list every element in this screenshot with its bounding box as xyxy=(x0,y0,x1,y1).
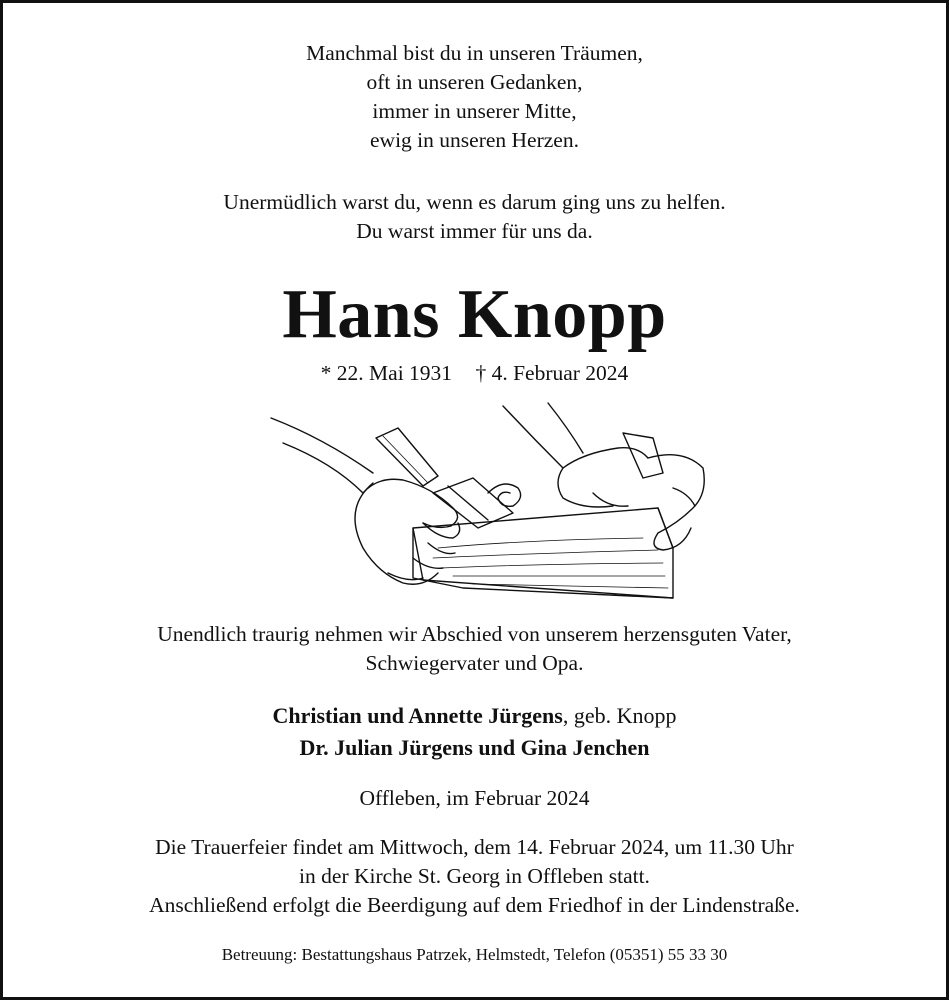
hands-with-wood-plane-icon xyxy=(263,398,713,608)
poem xyxy=(3,39,946,155)
service-line: in der Kirche St. Georg in Offleben statt. xyxy=(299,864,650,888)
poem-line: Manchmal bist du in unseren Träumen, xyxy=(306,41,643,65)
deceased-name: Hans Knopp xyxy=(282,276,667,353)
mourners xyxy=(3,700,946,764)
farewell-line: Schwiegervater und Opa. xyxy=(365,651,584,675)
tribute-line: Unermüdlich warst du, wenn es darum ging uns zu helfen. xyxy=(223,190,726,214)
death-date: † 4. Februar 2024 xyxy=(475,361,629,385)
place-and-date: Offleben, im Februar 2024 xyxy=(359,786,590,810)
life-dates xyxy=(3,359,946,387)
poem-line: ewig in unseren Herzen. xyxy=(370,128,579,152)
service-line: Anschließend erfolgt die Beerdigung auf dem Friedhof in der Lindenstraße. xyxy=(149,893,800,917)
mourners-names: Christian und Annette Jürgens xyxy=(272,703,563,728)
poem-line: oft in unseren Gedanken, xyxy=(366,70,583,94)
tribute-line: Du warst immer für uns da. xyxy=(356,219,593,243)
service-line: Die Trauerfeier findet am Mittwoch, dem 14. Februar 2024, um 11.30 Uhr xyxy=(155,835,794,859)
mourners-line xyxy=(3,732,946,764)
birth-date: * 22. Mai 1931 xyxy=(320,361,453,385)
funeral-home-footer: Betreuung: Bestattungshaus Patrzek, Helmstedt, Telefon (05351) 55 33 30 xyxy=(221,945,728,964)
tribute-text xyxy=(3,188,946,246)
mourners-names: Dr. Julian Jürgens und Gina Jenchen xyxy=(299,735,650,760)
mourners-note: , geb. Knopp xyxy=(562,703,677,728)
mourners-line xyxy=(3,700,946,732)
funeral-service-info xyxy=(3,833,946,920)
farewell-text xyxy=(3,620,946,678)
farewell-line: Unendlich traurig nehmen wir Abschied von unserem herzensguten Vater, xyxy=(157,622,792,646)
poem-line: immer in unserer Mitte, xyxy=(372,99,577,123)
